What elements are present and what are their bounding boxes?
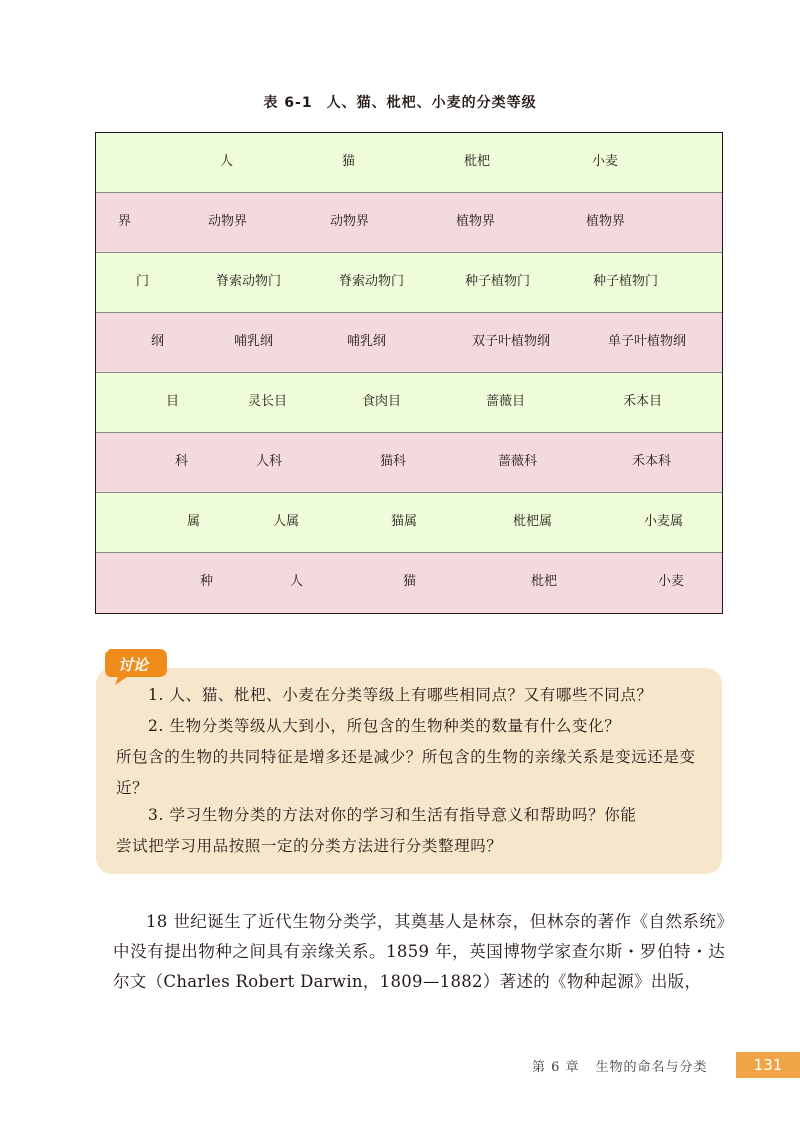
table-number: 表 6-1 xyxy=(263,95,313,111)
rank-cell: 界 xyxy=(118,214,132,229)
value-cell: 脊索动物门 xyxy=(339,274,405,289)
value-cell: 哺乳纲 xyxy=(234,334,274,349)
table-row xyxy=(96,193,722,253)
value-cell: 双子叶植物纲 xyxy=(472,334,551,349)
body-paragraph: 18 世纪诞生了近代生物分类学，其奠基人是林奈，但林奈的著作《自然系统》中没有提出物种之间具有亲缘关系。1859 年，英国博物学家查尔斯・罗伯特・达尔文（Charles Robert Darwin，1809—1882）著述的《物种起源》出版， xyxy=(113,912,725,991)
table-row xyxy=(96,253,722,313)
rank-cell: 种 xyxy=(200,574,214,589)
value-cell: 哺乳纲 xyxy=(347,334,387,349)
value-cell: 人属 xyxy=(273,514,300,529)
value-cell: 禾本目 xyxy=(623,394,663,409)
question-text: 2. 生物分类等级从大到小，所包含的生物种类的数量有什么变化？ xyxy=(148,717,621,735)
value-cell: 猫科 xyxy=(380,454,407,469)
discussion-question-1 xyxy=(116,680,716,711)
page-number: 131 xyxy=(736,1052,800,1078)
value-cell: 人科 xyxy=(256,454,283,469)
classification-table xyxy=(95,132,723,614)
value-cell: 灵长目 xyxy=(248,394,288,409)
value-cell: 种子植物门 xyxy=(593,274,659,289)
rank-cell: 门 xyxy=(136,274,150,289)
rank-cell: 纲 xyxy=(151,334,165,349)
header-cell: 猫 xyxy=(342,154,356,169)
value-cell: 小麦属 xyxy=(644,514,684,529)
discussion-label: 讨论 xyxy=(117,656,148,674)
table-row xyxy=(96,313,722,373)
value-cell: 食肉目 xyxy=(362,394,402,409)
table-header-row xyxy=(96,133,722,193)
footer-chapter xyxy=(532,1056,708,1075)
value-cell: 蔷薇目 xyxy=(486,394,526,409)
question-continuation: 所包含的生物的共同特征是增多还是减少？所包含的生物的亲缘关系是变远还是变近？ xyxy=(116,748,696,797)
header-cell: 枇杷 xyxy=(464,154,491,169)
value-cell: 单子叶植物纲 xyxy=(608,334,687,349)
rank-cell: 属 xyxy=(187,514,201,529)
value-cell: 植物界 xyxy=(456,214,496,229)
value-cell: 动物界 xyxy=(330,214,370,229)
question-text: 3. 学习生物分类的方法对你的学习和生活有指导意义和帮助吗？你能 xyxy=(148,806,637,824)
rank-cell: 科 xyxy=(175,454,189,469)
question-continuation: 尝试把学习用品按照一定的分类方法进行分类整理吗？ xyxy=(116,837,503,855)
table-row xyxy=(96,553,722,613)
table-caption: 人、猫、枇杷、小麦的分类等级 xyxy=(326,95,537,111)
value-cell: 猫属 xyxy=(391,514,418,529)
question-text: 1. 人、猫、枇杷、小麦在分类等级上有哪些相同点？又有哪些不同点？ xyxy=(148,686,653,704)
chapter-number: 第 6 章 xyxy=(532,1060,580,1075)
value-cell: 人 xyxy=(290,574,304,589)
table-row xyxy=(96,493,722,553)
value-cell: 蔷薇科 xyxy=(498,454,538,469)
value-cell: 动物界 xyxy=(208,214,248,229)
value-cell: 猫 xyxy=(403,574,417,589)
value-cell: 枇杷属 xyxy=(513,514,553,529)
value-cell: 禾本科 xyxy=(632,454,672,469)
value-cell: 小麦 xyxy=(658,574,685,589)
header-cell: 小麦 xyxy=(592,154,619,169)
value-cell: 植物界 xyxy=(586,214,626,229)
rank-cell: 目 xyxy=(166,394,180,409)
discussion-question-3 xyxy=(116,800,716,862)
header-cell: 人 xyxy=(220,154,234,169)
chapter-title: 生物的命名与分类 xyxy=(595,1060,708,1075)
value-cell: 脊索动物门 xyxy=(216,274,282,289)
value-cell: 种子植物门 xyxy=(465,274,531,289)
table-row xyxy=(96,433,722,493)
table-row xyxy=(96,373,722,433)
table-title xyxy=(0,92,800,112)
discussion-question-2 xyxy=(116,711,716,804)
value-cell: 枇杷 xyxy=(531,574,558,589)
